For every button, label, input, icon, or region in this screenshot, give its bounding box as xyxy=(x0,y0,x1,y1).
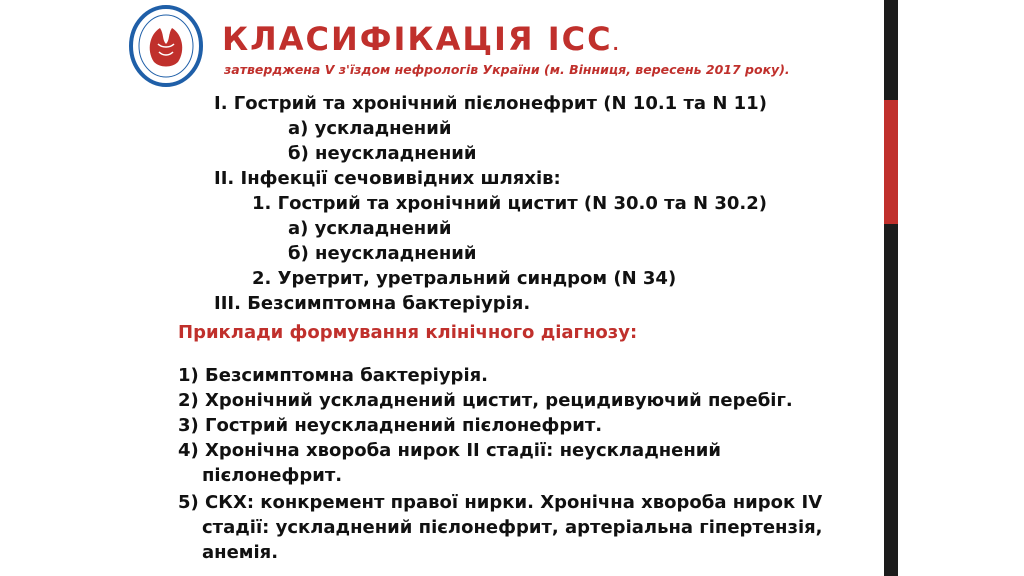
side-bar-dark xyxy=(884,0,898,576)
class-item-2-1b: б) неускладнений xyxy=(288,243,477,264)
slide-subtitle: затверджена V з'їздом нефрологів України (м. Вінниця, вересень 2017 року). xyxy=(224,62,790,77)
slide-title-dot: . xyxy=(612,35,621,54)
example-5: 5) СКХ: конкремент правої нирки. Хронічна хвороба нирок IV xyxy=(178,492,823,513)
class-item-2: II. Інфекції сечовивідних шляхів: xyxy=(214,168,561,189)
example-5-cont: стадії: ускладнений пієлонефрит, артеріальна гіпертензія, xyxy=(202,517,823,538)
slide-title xyxy=(222,20,621,58)
example-5-cont-2: анемія. xyxy=(202,542,279,563)
class-item-1b: б) неускладнений xyxy=(288,143,477,164)
class-item-1: I. Гострий та хронічний пієлонефрит (N 10.1 та N 11) xyxy=(214,93,767,114)
class-item-2-1a: а) ускладнений xyxy=(288,218,452,239)
example-4-cont: пієлонефрит. xyxy=(202,465,343,486)
class-item-3: III. Безсимптомна бактеріурія. xyxy=(214,293,531,314)
examples-heading: Приклади формування клінічного діагнозу: xyxy=(178,322,638,343)
slide-title-text: КЛАСИФІКАЦІЯ ІСС xyxy=(222,20,613,58)
example-3: 3) Гострий неускладнений пієлонефрит. xyxy=(178,415,603,436)
example-4: 4) Хронічна хвороба нирок II стадії: неускладнений xyxy=(178,440,722,461)
institute-logo xyxy=(128,4,204,88)
example-1: 1) Безсимптомна бактеріурія. xyxy=(178,365,489,386)
class-item-2-1: 1. Гострий та хронічний цистит (N 30.0 та N 30.2) xyxy=(252,193,767,214)
class-item-2-2: 2. Уретрит, уретральний синдром (N 34) xyxy=(252,268,677,289)
example-2: 2) Хронічний ускладнений цистит, рецидивуючий перебіг. xyxy=(178,390,793,411)
side-margin xyxy=(898,0,1024,576)
class-item-1a: а) ускладнений xyxy=(288,118,452,139)
side-bar-accent xyxy=(884,100,898,224)
